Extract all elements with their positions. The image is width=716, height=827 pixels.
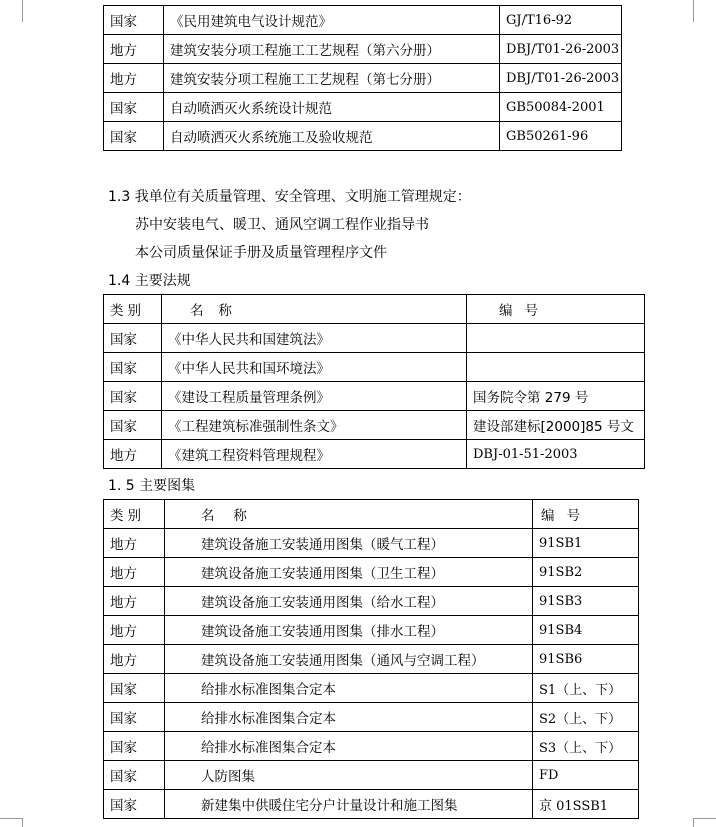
table-row	[104, 761, 639, 790]
table-row	[104, 93, 622, 122]
code-cell: 京 01SSB1	[533, 790, 639, 819]
section-1-4-heading: 1.4 主要法规	[108, 273, 191, 289]
category-cell: 地方	[104, 587, 165, 616]
table-row	[104, 703, 639, 732]
category-cell: 地方	[104, 529, 165, 558]
name-cell: 《中华人民共和国环境法》	[162, 353, 467, 382]
category-cell: 地方	[104, 64, 164, 93]
name-cell: 《工程建筑标准强制性条文》	[162, 411, 467, 440]
header-code: 编号	[467, 295, 645, 324]
category-cell: 国家	[104, 790, 165, 819]
table-row	[104, 732, 639, 761]
category-cell: 国家	[104, 382, 162, 411]
category-cell: 国家	[104, 93, 164, 122]
table-row	[104, 35, 622, 64]
category-cell: 国家	[104, 703, 165, 732]
code-cell: 建设部建标[2000]85 号文	[467, 411, 645, 440]
name-cell: 《中华人民共和国建筑法》	[162, 324, 467, 353]
code-cell: 91SB4	[533, 616, 639, 645]
name-cell: 建筑设备施工安装通用图集（排水工程）	[165, 616, 533, 645]
table-row	[104, 353, 645, 382]
table-row	[104, 616, 639, 645]
section-1-3-heading: 1.3 我单位有关质量管理、安全管理、文明施工管理规定：	[108, 189, 471, 205]
table-row	[104, 6, 622, 35]
name-cell: 《民用建筑电气设计规范》	[164, 6, 500, 35]
section-1-5-heading: 1. 5 主要图集	[108, 478, 196, 494]
name-cell: 《建筑工程资料管理规程》	[162, 440, 467, 469]
code-cell: 91SB1	[533, 529, 639, 558]
crop-mark-top-left	[0, 0, 23, 22]
table-row	[104, 324, 645, 353]
name-cell: 建筑安装分项工程施工工艺规程（第七分册）	[164, 64, 500, 93]
name-cell: 《建设工程质量管理条例》	[162, 382, 467, 411]
code-cell: 91SB3	[533, 587, 639, 616]
name-cell: 建筑设备施工安装通用图集（卫生工程）	[165, 558, 533, 587]
code-cell	[467, 324, 645, 353]
atlas-table	[103, 499, 639, 819]
name-cell: 建筑安装分项工程施工工艺规程（第六分册）	[164, 35, 500, 64]
table-header-row	[104, 500, 639, 529]
crop-mark-top-right	[693, 0, 716, 22]
table-row	[104, 440, 645, 469]
code-cell: DBJ/T01-26-2003	[500, 35, 622, 64]
section-1-3-item: 本公司质量保证手册及质量管理程序文件	[135, 245, 387, 261]
code-cell	[467, 353, 645, 382]
category-cell: 地方	[104, 440, 162, 469]
table-row	[104, 411, 645, 440]
category-cell: 地方	[104, 558, 165, 587]
category-cell: 国家	[104, 6, 164, 35]
name-cell: 给排水标准图集合定本	[165, 674, 533, 703]
section-1-3-item: 苏中安装电气、暖卫、通风空调工程作业指导书	[135, 217, 429, 233]
code-cell: S2（上、下）	[533, 703, 639, 732]
category-cell: 地方	[104, 35, 164, 64]
code-cell: GB50084-2001	[500, 93, 622, 122]
code-cell: 91SB6	[533, 645, 639, 674]
code-cell: DBJ/T01-26-2003	[500, 64, 622, 93]
category-cell: 国家	[104, 353, 162, 382]
standards-table	[103, 5, 622, 151]
code-cell: GJ/T16-92	[500, 6, 622, 35]
name-cell: 自动喷洒灭火系统施工及验收规范	[164, 122, 500, 151]
table-row	[104, 587, 639, 616]
category-cell: 国家	[104, 324, 162, 353]
category-cell: 国家	[104, 411, 162, 440]
code-cell: GB50261-96	[500, 122, 622, 151]
category-cell: 国家	[104, 761, 165, 790]
table-row	[104, 674, 639, 703]
code-cell: FD	[533, 761, 639, 790]
code-cell: DBJ-01-51-2003	[467, 440, 645, 469]
name-cell: 建筑设备施工安装通用图集（通风与空调工程）	[165, 645, 533, 674]
category-cell: 地方	[104, 645, 165, 674]
header-name: 名称	[165, 500, 533, 529]
category-cell: 国家	[104, 732, 165, 761]
code-cell: 91SB2	[533, 558, 639, 587]
header-category: 类别	[104, 500, 165, 529]
header-category: 类别	[104, 295, 162, 324]
table-row	[104, 122, 622, 151]
header-name: 名称	[162, 295, 467, 324]
table-row	[104, 558, 639, 587]
table-row	[104, 790, 639, 819]
table-row	[104, 529, 639, 558]
table-header-row	[104, 295, 645, 324]
name-cell: 建筑设备施工安装通用图集（暖气工程）	[165, 529, 533, 558]
category-cell: 地方	[104, 616, 165, 645]
header-code: 编号	[533, 500, 639, 529]
name-cell: 给排水标准图集合定本	[165, 703, 533, 732]
category-cell: 国家	[104, 674, 165, 703]
name-cell: 给排水标准图集合定本	[165, 732, 533, 761]
table-row	[104, 64, 622, 93]
code-cell: S3（上、下）	[533, 732, 639, 761]
name-cell: 人防图集	[165, 761, 533, 790]
table-row	[104, 645, 639, 674]
code-cell: S1（上、下）	[533, 674, 639, 703]
code-cell: 国务院令第 279 号	[467, 382, 645, 411]
category-cell: 国家	[104, 122, 164, 151]
name-cell: 建筑设备施工安装通用图集（给水工程）	[165, 587, 533, 616]
table-row	[104, 382, 645, 411]
regulations-table	[103, 294, 645, 469]
name-cell: 自动喷洒灭火系统设计规范	[164, 93, 500, 122]
name-cell: 新建集中供暖住宅分户计量设计和施工图集	[165, 790, 533, 819]
